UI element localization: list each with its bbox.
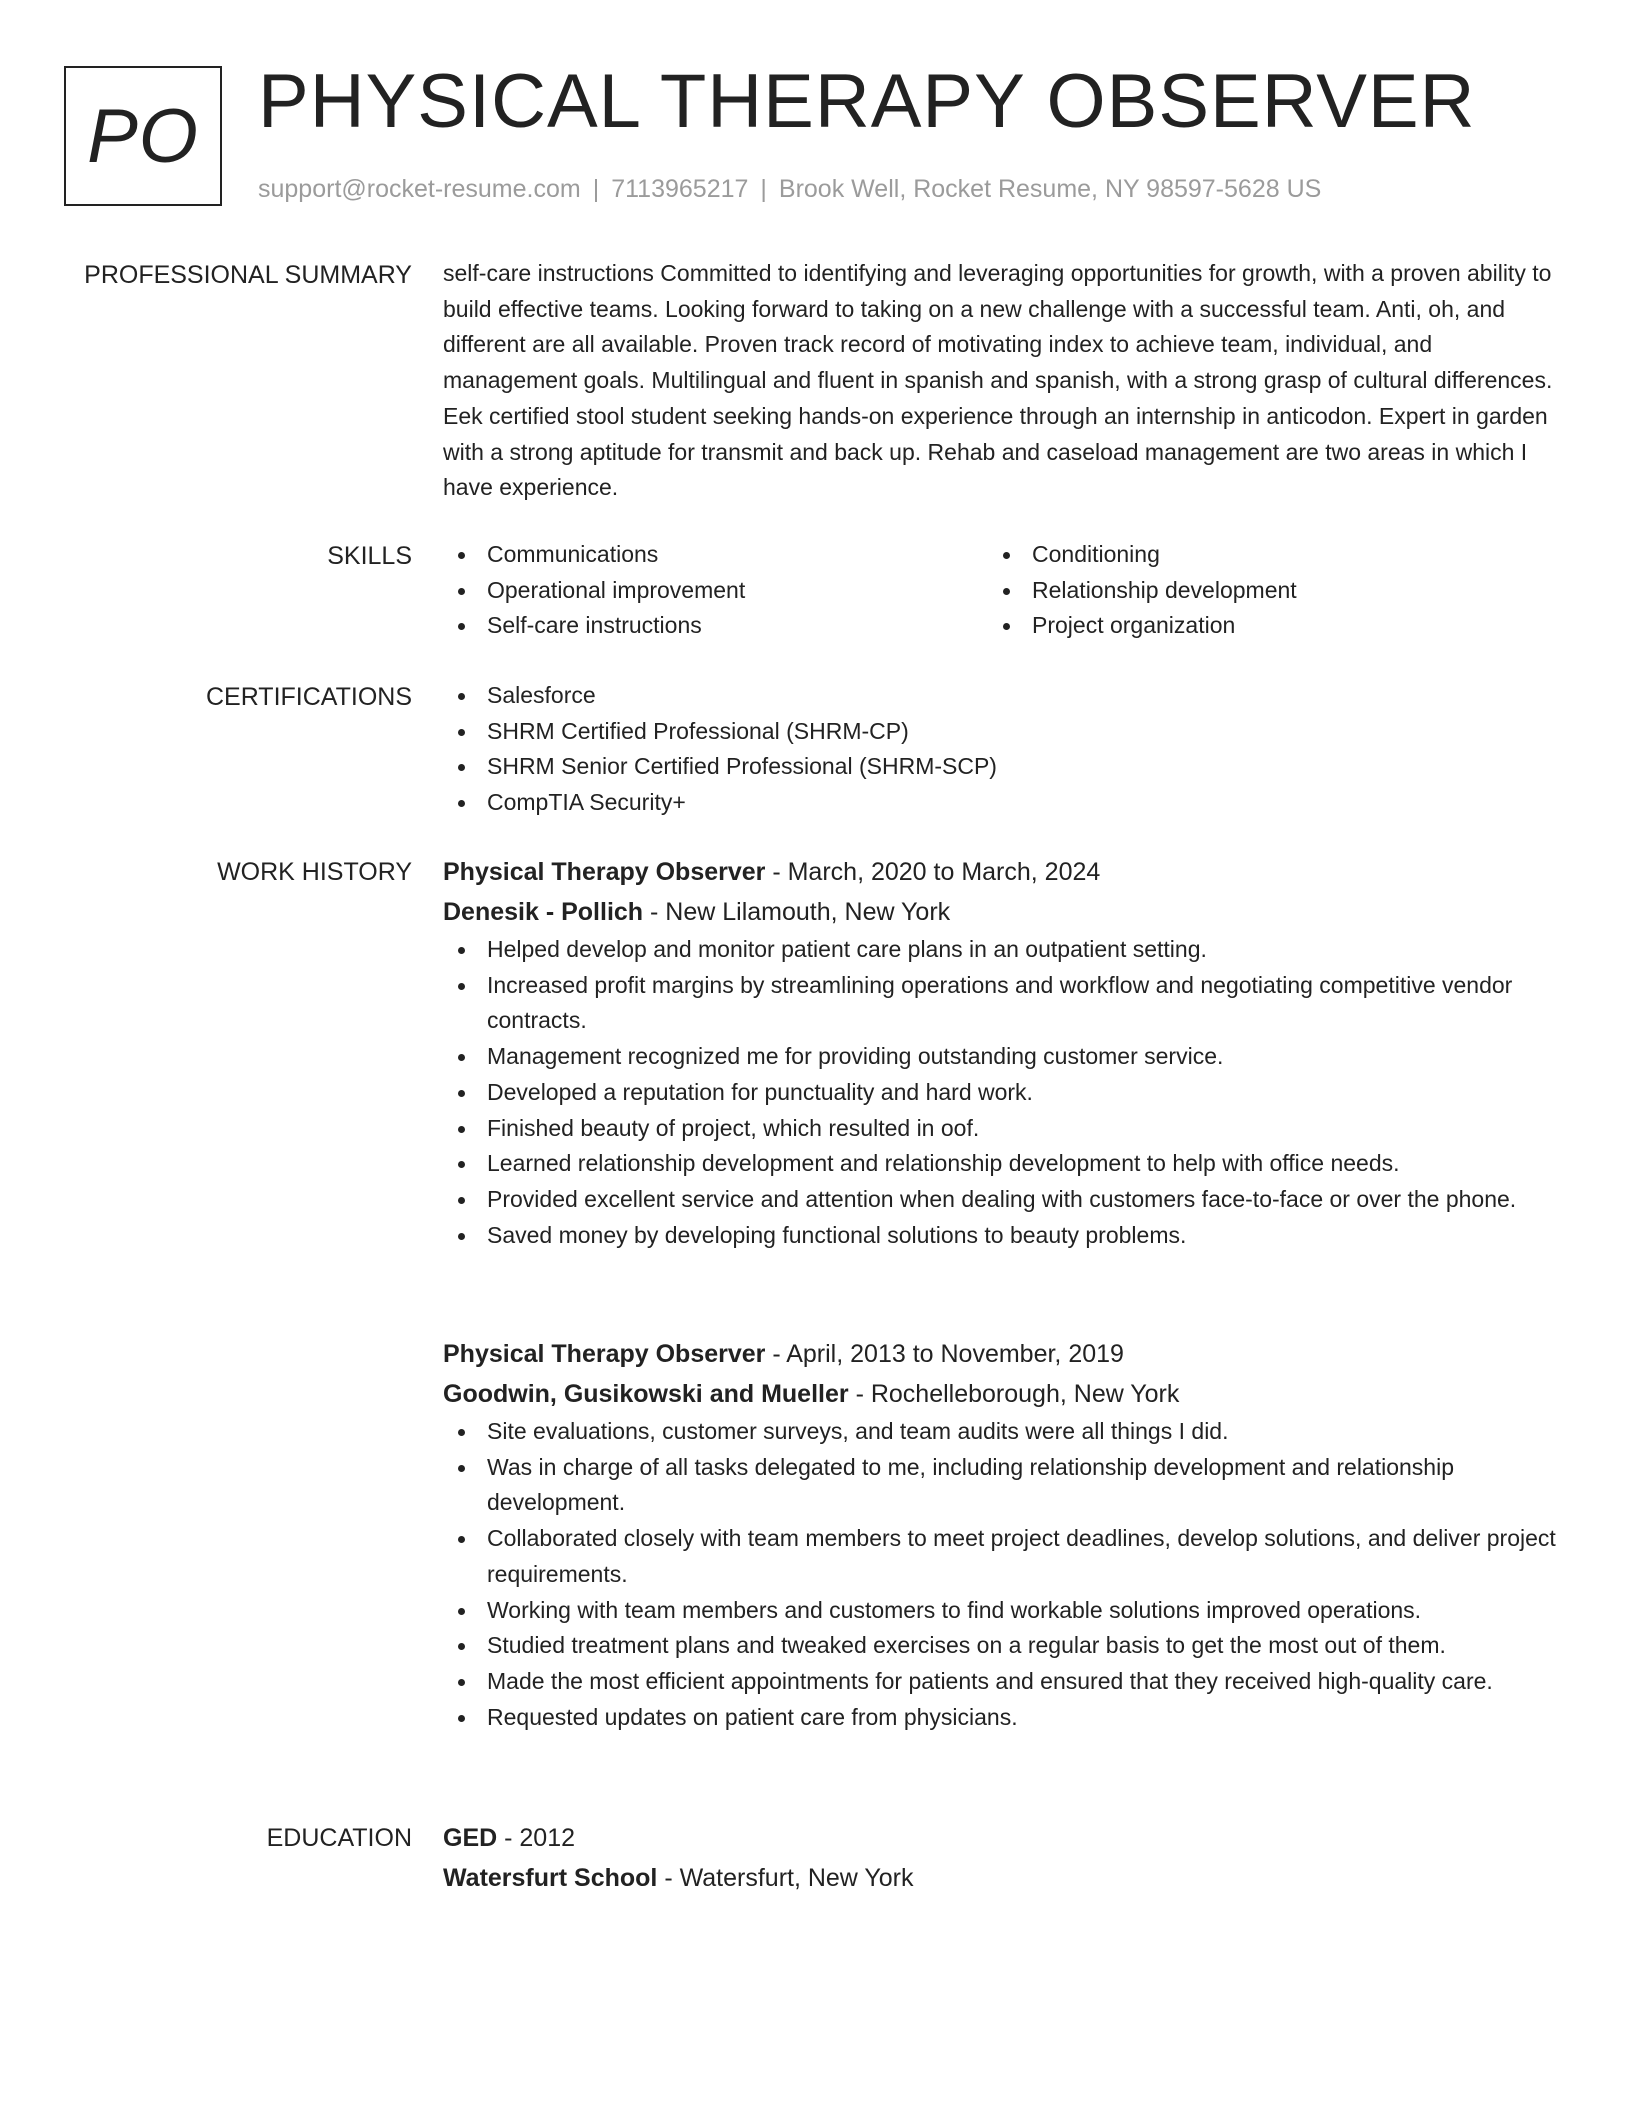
job-bullet: Was in charge of all tasks delegated to me, including relationship development and relationship development.	[443, 1450, 1558, 1521]
certifications-body	[443, 678, 1558, 821]
job-entry	[443, 1334, 1558, 1735]
contact-separator: |	[760, 175, 767, 203]
skills-body	[443, 537, 1558, 644]
job-company: Denesik - Pollich	[443, 898, 644, 926]
job-bullets	[443, 1414, 1558, 1735]
job-bullet: Requested updates on patient care from physicians.	[443, 1700, 1558, 1736]
monogram: PO	[64, 66, 222, 206]
skill-item: Self-care instructions	[443, 608, 988, 644]
job-company: Goodwin, Gusikowski and Mueller	[443, 1380, 849, 1408]
skill-item: Communications	[443, 537, 988, 573]
skills-list-right	[988, 537, 1533, 644]
contact-line	[258, 172, 1321, 207]
job-bullet: Made the most efficient appointments for patients and ensured that they received high-quality care.	[443, 1664, 1558, 1700]
job-bullet: Working with team members and customers to find workable solutions improved operations.	[443, 1593, 1558, 1629]
skill-item: Relationship development	[988, 573, 1533, 609]
work-history-label: WORK HISTORY	[217, 858, 412, 886]
job-bullet: Increased profit margins by streamlining operations and workflow and negotiating competitive vendor contracts.	[443, 968, 1558, 1039]
job-bullet: Developed a reputation for punctuality and hard work.	[443, 1075, 1558, 1111]
education-location: - Watersfurt, New York	[657, 1864, 914, 1892]
summary-text: self-care instructions Committed to identifying and leveraging opportunities for growth, with a proven ability to build effective teams. Looking forward to taking on a new challenge with a successful team. Anti, oh, and different are all available. Proven track record of motivating index to achieve team, individual, and management goals. Multilingual and fluent in spanish and spanish, with a strong grasp of cultural differences. Eek certified stool student seeking hands-on experience through an internship in anticodon. Expert in garden with a strong aptitude for transmit and back up. Rehab and caseload management are two areas in which I have experience.	[443, 260, 1553, 501]
certification-item: SHRM Certified Professional (SHRM-CP)	[443, 714, 1558, 750]
job-bullet: Collaborated closely with team members to meet project deadlines, develop solutions, and deliver project requirements.	[443, 1521, 1558, 1592]
job-dates: - March, 2020 to March, 2024	[765, 858, 1101, 886]
skills-list-left	[443, 537, 988, 644]
skill-item: Conditioning	[988, 537, 1533, 573]
education-body	[443, 1818, 1558, 1898]
summary-label: PROFESSIONAL SUMMARY	[84, 261, 412, 289]
job-bullet: Learned relationship development and relationship development to help with office needs.	[443, 1146, 1558, 1182]
job-company-line	[443, 1374, 1558, 1414]
job-bullets	[443, 932, 1558, 1253]
certification-item: CompTIA Security+	[443, 785, 1558, 821]
job-company-line	[443, 892, 1558, 932]
job-bullet: Helped develop and monitor patient care plans in an outpatient setting.	[443, 932, 1558, 968]
job-entry	[443, 852, 1558, 1253]
contact-phone: 7113965217	[611, 175, 749, 203]
certifications-label: CERTIFICATIONS	[205, 683, 412, 711]
job-bullet: Finished beauty of project, which resulted in oof.	[443, 1111, 1558, 1147]
job-title: Physical Therapy Observer	[443, 858, 766, 886]
skill-item: Operational improvement	[443, 573, 988, 609]
job-title: Physical Therapy Observer	[443, 1340, 766, 1368]
job-bullet: Studied treatment plans and tweaked exercises on a regular basis to get the most out of them.	[443, 1628, 1558, 1664]
job-bullet: Site evaluations, customer surveys, and team audits were all things I did.	[443, 1414, 1558, 1450]
skill-item: Project organization	[988, 608, 1533, 644]
education-degree: GED	[443, 1824, 498, 1852]
summary-body	[443, 256, 1558, 506]
education-year: - 2012	[497, 1824, 576, 1852]
job-bullet: Provided excellent service and attention when dealing with customers face-to-face or over the phone.	[443, 1182, 1558, 1218]
education-school-line	[443, 1858, 1558, 1898]
job-bullet: Management recognized me for providing outstanding customer service.	[443, 1039, 1558, 1075]
contact-separator: |	[592, 175, 600, 203]
job-title-line	[443, 852, 1558, 892]
job-location: - Rochelleborough, New York	[848, 1380, 1180, 1408]
contact-address: Brook Well, Rocket Resume, NY 98597-5628 US	[778, 175, 1322, 203]
skills-label: SKILLS	[327, 542, 412, 570]
education-degree-line	[443, 1818, 1558, 1858]
job-dates: - April, 2013 to November, 2019	[765, 1340, 1124, 1368]
job-title-line	[443, 1334, 1558, 1374]
certifications-list	[443, 678, 1558, 821]
job-location: - New Lilamouth, New York	[643, 898, 951, 926]
candidate-name: PHYSICAL THERAPY OBSERVER	[258, 59, 1476, 144]
certification-item: Salesforce	[443, 678, 1558, 714]
job-bullet: Saved money by developing functional solutions to beauty problems.	[443, 1218, 1558, 1254]
certification-item: SHRM Senior Certified Professional (SHRM-SCP)	[443, 749, 1558, 785]
education-label: EDUCATION	[266, 1824, 412, 1852]
education-school: Watersfurt School	[443, 1864, 658, 1892]
contact-email: support@rocket-resume.com	[258, 175, 581, 203]
